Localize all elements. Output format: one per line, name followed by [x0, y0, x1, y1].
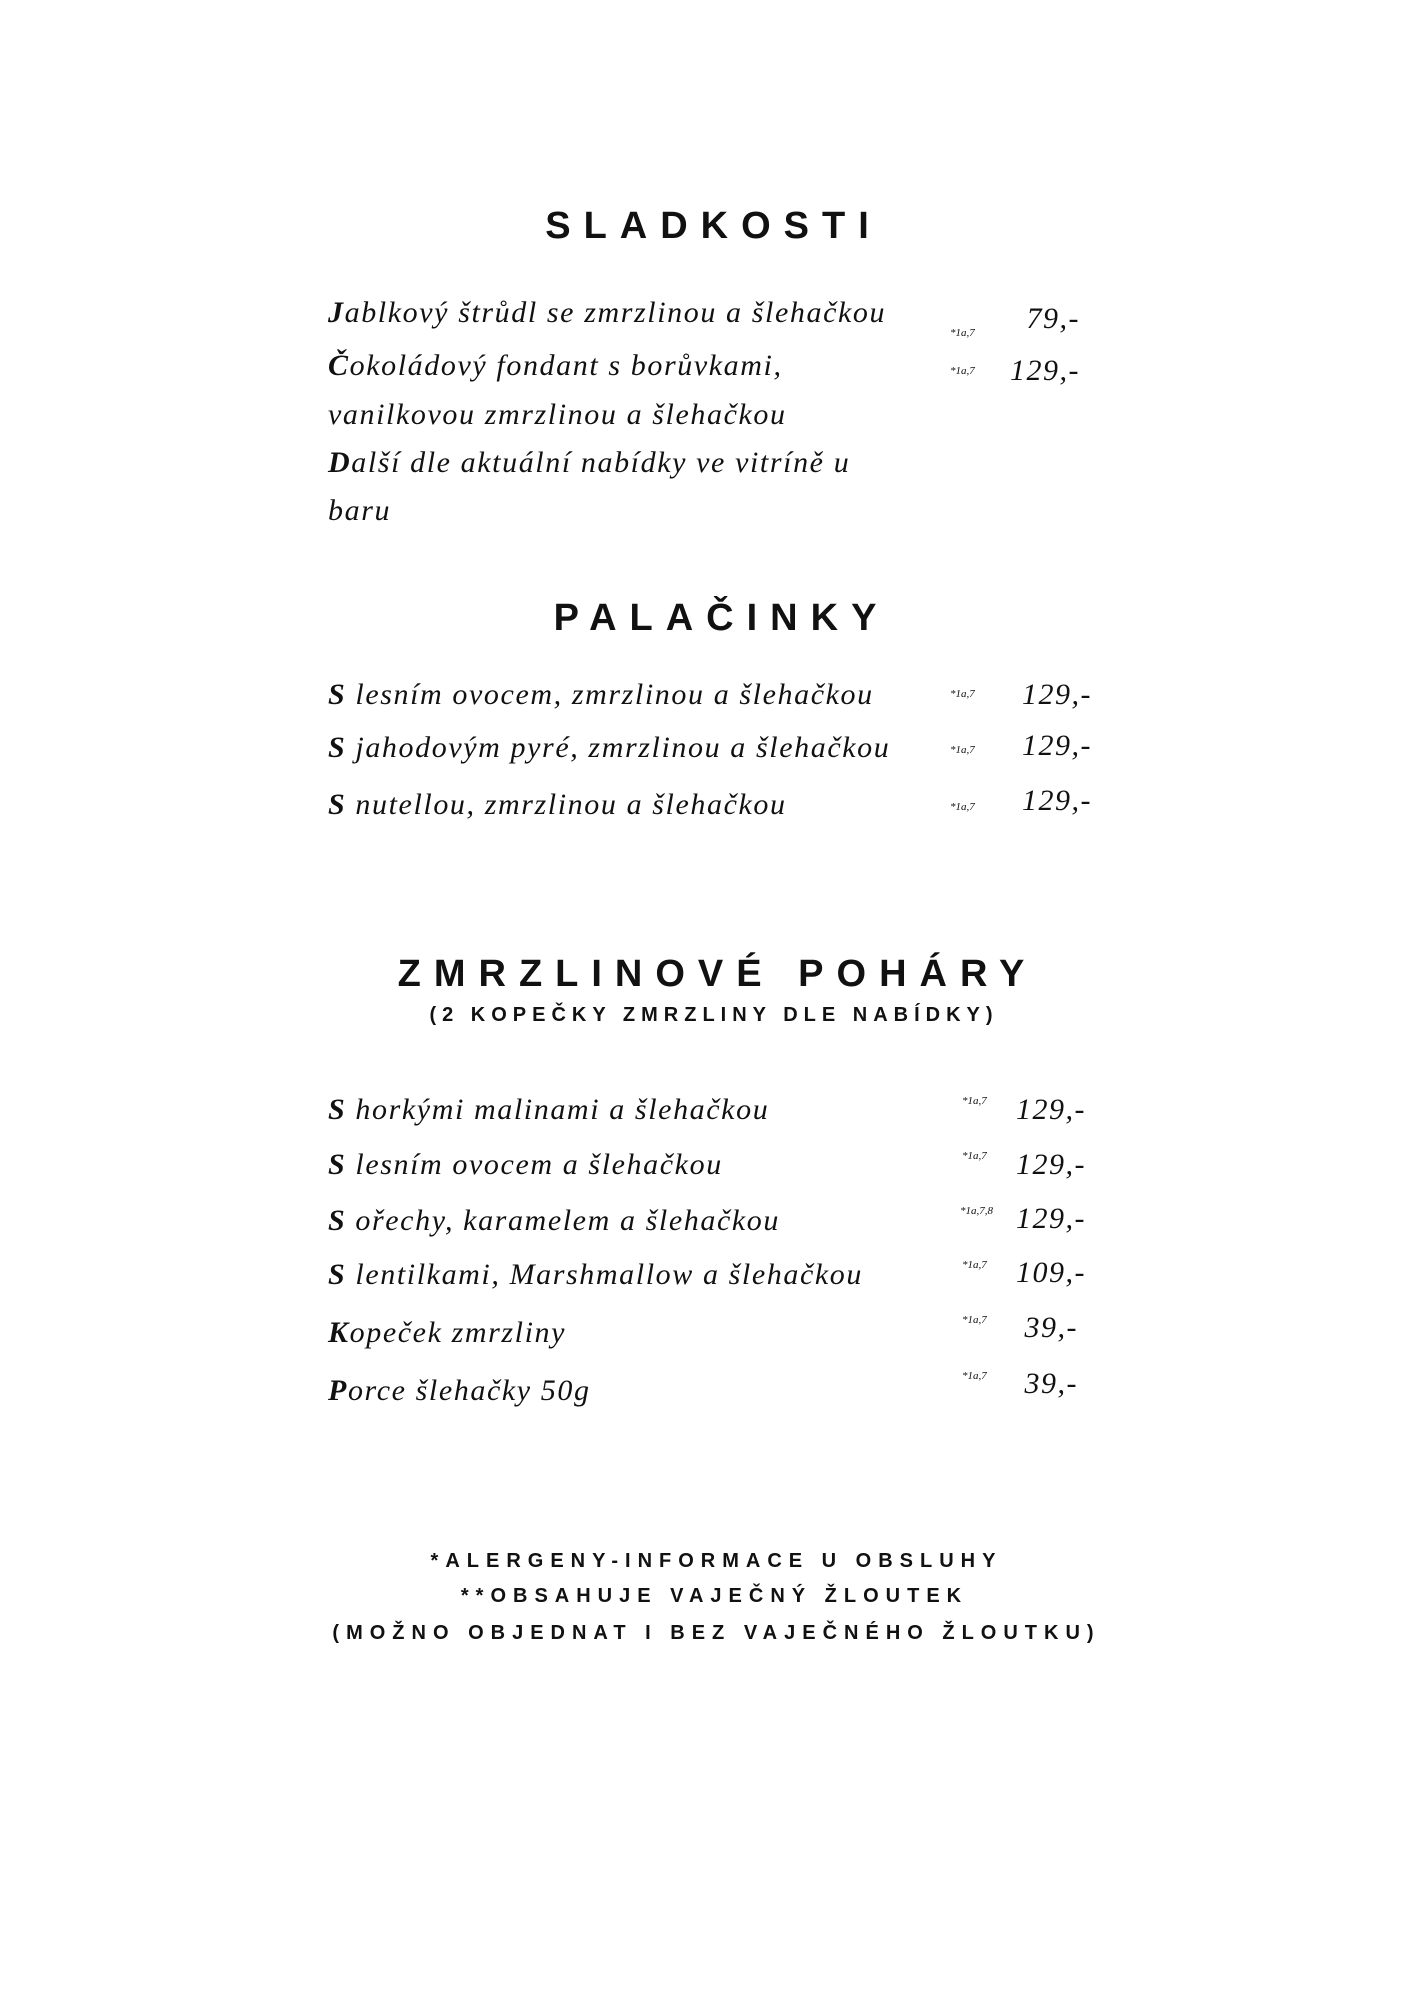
menu-item-fondant-continuation: vanilkovou zmrzlinou a šlehačkou	[328, 398, 787, 431]
item-initial: S	[328, 731, 347, 764]
allergen-code: *1a,7	[962, 1150, 987, 1162]
allergen-code: *1a,7	[950, 688, 975, 700]
footer-allergen-info: *ALERGENY-INFORMACE U OBSLUHY	[430, 1550, 1003, 1572]
menu-item-strudl-name	[328, 296, 886, 330]
item-text: nutellou, zmrzlinou a šlehačkou	[346, 788, 787, 821]
item-text: jahodovým pyré, zmrzlinou a šlehačkou	[346, 731, 891, 764]
item-text: opeček zmrzliny	[349, 1316, 567, 1349]
menu-item-pohar-orechy	[328, 1204, 780, 1238]
item-initial: Č	[328, 349, 350, 382]
item-price: 129,-	[1016, 1093, 1086, 1126]
item-initial: S	[328, 788, 347, 821]
item-initial: S	[328, 1258, 347, 1291]
menu-item-palacinka-nutella	[328, 788, 787, 822]
item-price: 39,-	[1024, 1367, 1078, 1400]
item-text: orce šlehačky 50g	[347, 1374, 591, 1407]
allergen-code: *1a,7	[962, 1259, 987, 1271]
allergen-code: *1a,7,8	[960, 1205, 993, 1217]
allergen-code: *1a,7	[950, 327, 975, 339]
item-text: lesním ovocem, zmrzlinou a šlehačkou	[346, 678, 874, 711]
item-text: lesním ovocem a šlehačkou	[346, 1148, 723, 1181]
menu-item-dalsi-name	[328, 446, 850, 480]
section-title-pohary: ZMRZLINOVÉ POHÁRY	[397, 953, 1038, 995]
item-initial: J	[328, 296, 345, 329]
item-initial: P	[328, 1374, 348, 1407]
item-text: ablkový štrůdl se zmrzlinou a šlehačkou	[344, 296, 887, 329]
item-price: 129,-	[1022, 784, 1092, 817]
item-price: 39,-	[1024, 1311, 1078, 1344]
allergen-code: *1a,7	[962, 1370, 987, 1382]
section-subtitle-pohary: (2 KOPEČKY ZMRZLINY DLE NABÍDKY)	[429, 1004, 999, 1026]
menu-item-slehacka	[328, 1374, 591, 1408]
menu-item-palacinka-jahody	[328, 731, 890, 765]
allergen-code: *1a,7	[950, 801, 975, 813]
menu-item-kopecek	[328, 1316, 566, 1350]
menu-item-pohar-lentilky	[328, 1258, 863, 1292]
menu-item-dalsi-continuation: baru	[328, 494, 392, 527]
section-title-palacinky: PALAČINKY	[553, 597, 890, 639]
item-text: ořechy, karamelem a šlehačkou	[346, 1204, 781, 1237]
menu-item-fondant-name	[328, 349, 783, 383]
menu-item-pohar-maliny	[328, 1093, 769, 1127]
item-initial: S	[328, 678, 347, 711]
menu-item-pohar-lesni	[328, 1148, 723, 1182]
item-text: horkými malinami a šlehačkou	[346, 1093, 770, 1126]
item-initial: S	[328, 1204, 347, 1237]
allergen-code: *1a,7	[950, 365, 975, 377]
allergen-code: *1a,7	[962, 1095, 987, 1107]
item-price: 129,-	[1010, 354, 1080, 387]
item-price: 129,-	[1022, 678, 1092, 711]
item-price: 129,-	[1016, 1202, 1086, 1235]
item-price: 129,-	[1016, 1148, 1086, 1181]
allergen-code: *1a,7	[950, 744, 975, 756]
item-text: lentilkami, Marshmallow a šlehačkou	[346, 1258, 864, 1291]
item-initial: D	[328, 446, 352, 479]
section-title-sladkosti: SLADKOSTI	[545, 205, 882, 247]
allergen-code: *1a,7	[962, 1314, 987, 1326]
item-price: 129,-	[1022, 729, 1092, 762]
footer-egg-yolk-option: (MOŽNO OBJEDNAT I BEZ VAJEČNÉHO ŽLOUTKU)	[332, 1622, 1101, 1644]
item-price: 109,-	[1016, 1256, 1086, 1289]
item-text: okoládový fondant s borůvkami,	[349, 349, 783, 382]
menu-item-palacinka-lesni	[328, 678, 874, 712]
item-initial: S	[328, 1148, 347, 1181]
item-initial: K	[328, 1316, 350, 1349]
footer-egg-yolk-note: **OBSAHUJE VAJEČNÝ ŽLOUTEK	[460, 1585, 969, 1607]
item-text: alší dle aktuální nabídky ve vitríně u	[351, 446, 851, 479]
item-price: 79,-	[1026, 302, 1080, 335]
item-initial: S	[328, 1093, 347, 1126]
